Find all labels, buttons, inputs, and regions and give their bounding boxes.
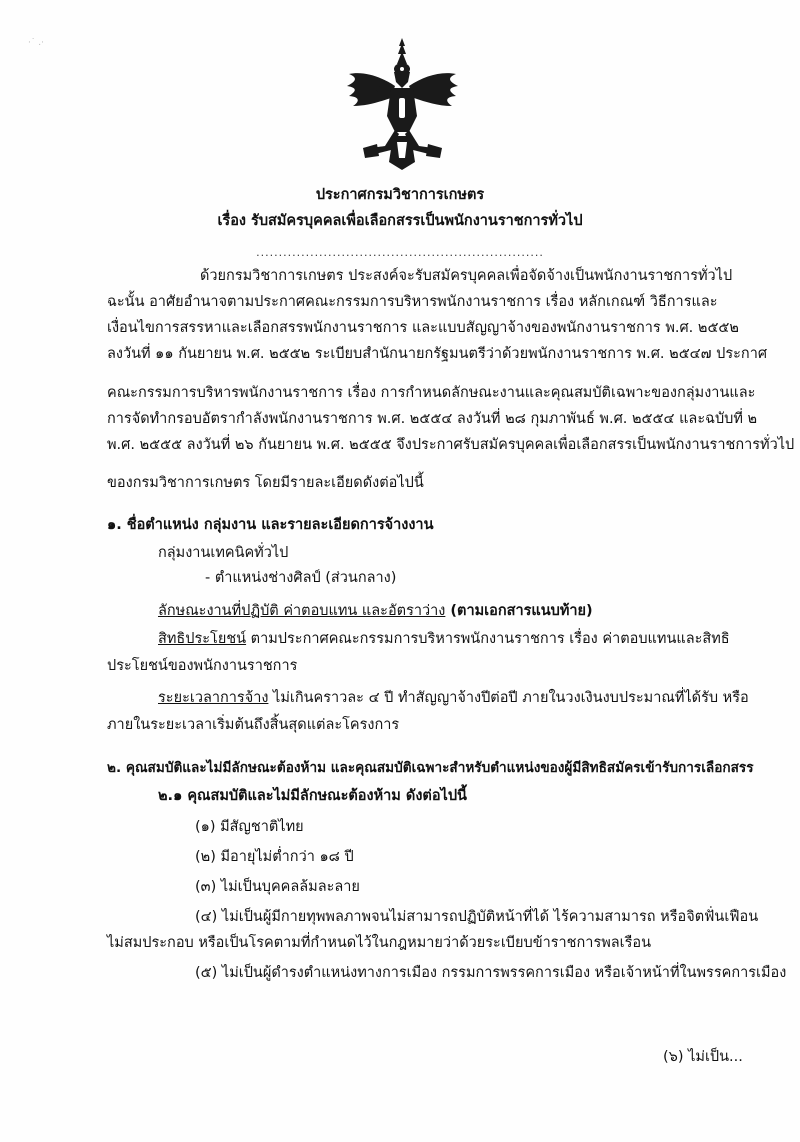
section1-heading: ๑. ชื่อตำแหน่ง กลุ่มงาน และรายละเอียดการจ้างงาน <box>107 517 434 533</box>
benefits-text: ตามประกาศคณะกรรมการบริหารพนักงานราชการ เรื่อง ค่าตอบแทนและสิทธิ <box>246 631 730 647</box>
qualification-item: (๔) ไม่เป็นผู้มีกายทุพพลภาพจนไม่สามารถปฏิบัติหน้าที่ได้ ไร้ความสามารถ หรือจิตฟั่นเฟือน <box>195 909 759 925</box>
job-group: กลุ่มงานเทคนิคทั่วไป <box>158 545 289 561</box>
qualification-item: (๓) ไม่เป็นบุคคลล้มละลาย <box>195 879 360 895</box>
period-label: ระยะเวลาการจ้าง <box>158 690 269 706</box>
duties-label: ลักษณะงานที่ปฏิบัติ ค่าตอบแทน และอัตราว่าง <box>158 603 446 619</box>
section2-heading: ๒. คุณสมบัติและไม่มีลักษณะต้องห้าม และคุณสมบัติเฉพาะสำหรับตำแหน่งของผู้มีสิทธิสมัครเข้ารับการเลือกสรร <box>107 760 754 776</box>
intro-line: พ.ศ. ๒๕๕๕ ลงวันที่ ๒๖ กันยายน พ.ศ. ๒๕๕๕ จึงประกาศรับสมัครบุคคลเพื่อเลือกสรรเป็นพนักงานราชการทั่วไป <box>107 437 795 453</box>
period-line <box>158 688 749 708</box>
qualification-item: (๕) ไม่เป็นผู้ดำรงตำแหน่งทางการเมือง กรรมการพรรคการเมือง หรือเจ้าหน้าที่ในพรรคการเมือง <box>195 965 787 981</box>
qualification-item-continued: ไม่สมประกอบ หรือเป็นโรคตามที่กำหนดไว้ในกฎหมายว่าด้วยระเบียบข้าราชการพลเรือน <box>107 935 652 951</box>
intro-line: ลงวันที่ ๑๑ กันยายน พ.ศ. ๒๕๕๒ ระเบียบสำนักนายกรัฐมนตรีว่าด้วยพนักงานราชการ พ.ศ. ๒๕๔๗ ประกาศ <box>107 346 768 362</box>
scan-speck: ·˙ .· <box>28 38 44 48</box>
period-text: ไม่เกินคราวละ ๔ ปี ทำสัญญาจ้างปีต่อปี ภายในวงเงินงบประมาณที่ได้รับ หรือ <box>268 690 749 706</box>
duties-line <box>158 601 593 621</box>
qualification-item: (๑) มีสัญชาติไทย <box>195 819 304 835</box>
document-subject: เรื่อง รับสมัครบุคคลเพื่อเลือกสรรเป็นพนักงานราชการทั่วไป <box>217 213 583 229</box>
intro-line: เงื่อนไขการสรรหาและเลือกสรรพนักงานราชการ และแบบสัญญาจ้างของพนักงานราชการ พ.ศ. ๒๕๕๒ <box>107 320 739 336</box>
intro-line: ด้วยกรมวิชาการเกษตร ประสงค์จะรับสมัครบุคคลเพื่อจัดจ้างเป็นพนักงานราชการทั่วไป <box>200 268 733 284</box>
benefits-label: สิทธิประโยชน์ <box>158 631 247 647</box>
section2-subheading: ๒.๑ คุณสมบัติและไม่มีลักษณะต้องห้าม ดังต่อไปนี้ <box>158 788 467 804</box>
qualification-item: (๒) มีอายุไม่ต่ำกว่า ๑๘ ปี <box>195 849 354 865</box>
period-text-continued: ภายในระยะเวลาเริ่มต้นถึงสิ้นสุดแต่ละโครงการ <box>107 717 400 733</box>
job-position: - ตำแหน่งช่างศิลป์ (ส่วนกลาง) <box>205 570 397 586</box>
title-separator: ................................................................ <box>256 246 544 259</box>
page-continuation: (๖) ไม่เป็น... <box>663 1049 743 1065</box>
intro-line: ของกรมวิชาการเกษตร โดยมีรายละเอียดดังต่อไปนี้ <box>107 475 424 491</box>
benefits-text-continued: ประโยชน์ของพนักงานราชการ <box>107 658 298 674</box>
intro-line: การจัดทำกรอบอัตรากำลังพนักงานราชการ พ.ศ. ๒๕๕๔ ลงวันที่ ๒๘ กุมภาพันธ์ พ.ศ. ๒๕๕๔ และฉบับที่ ๒ <box>107 411 758 427</box>
duties-note: (ตามเอกสารแนบท้าย) <box>445 603 593 619</box>
garuda-emblem-icon <box>345 36 460 171</box>
intro-line: คณะกรรมการบริหารพนักงานราชการ เรื่อง การกำหนดลักษณะงานและคุณสมบัติเฉพาะของกลุ่มงานและ <box>107 385 756 401</box>
document-title: ประกาศกรมวิชาการเกษตร <box>315 187 485 203</box>
intro-line: ฉะนั้น อาศัยอำนาจตามประกาศคณะกรรมการบริหารพนักงานราชการ เรื่อง หลักเกณฑ์ วิธีการและ <box>107 294 718 310</box>
benefits-line <box>158 629 730 649</box>
